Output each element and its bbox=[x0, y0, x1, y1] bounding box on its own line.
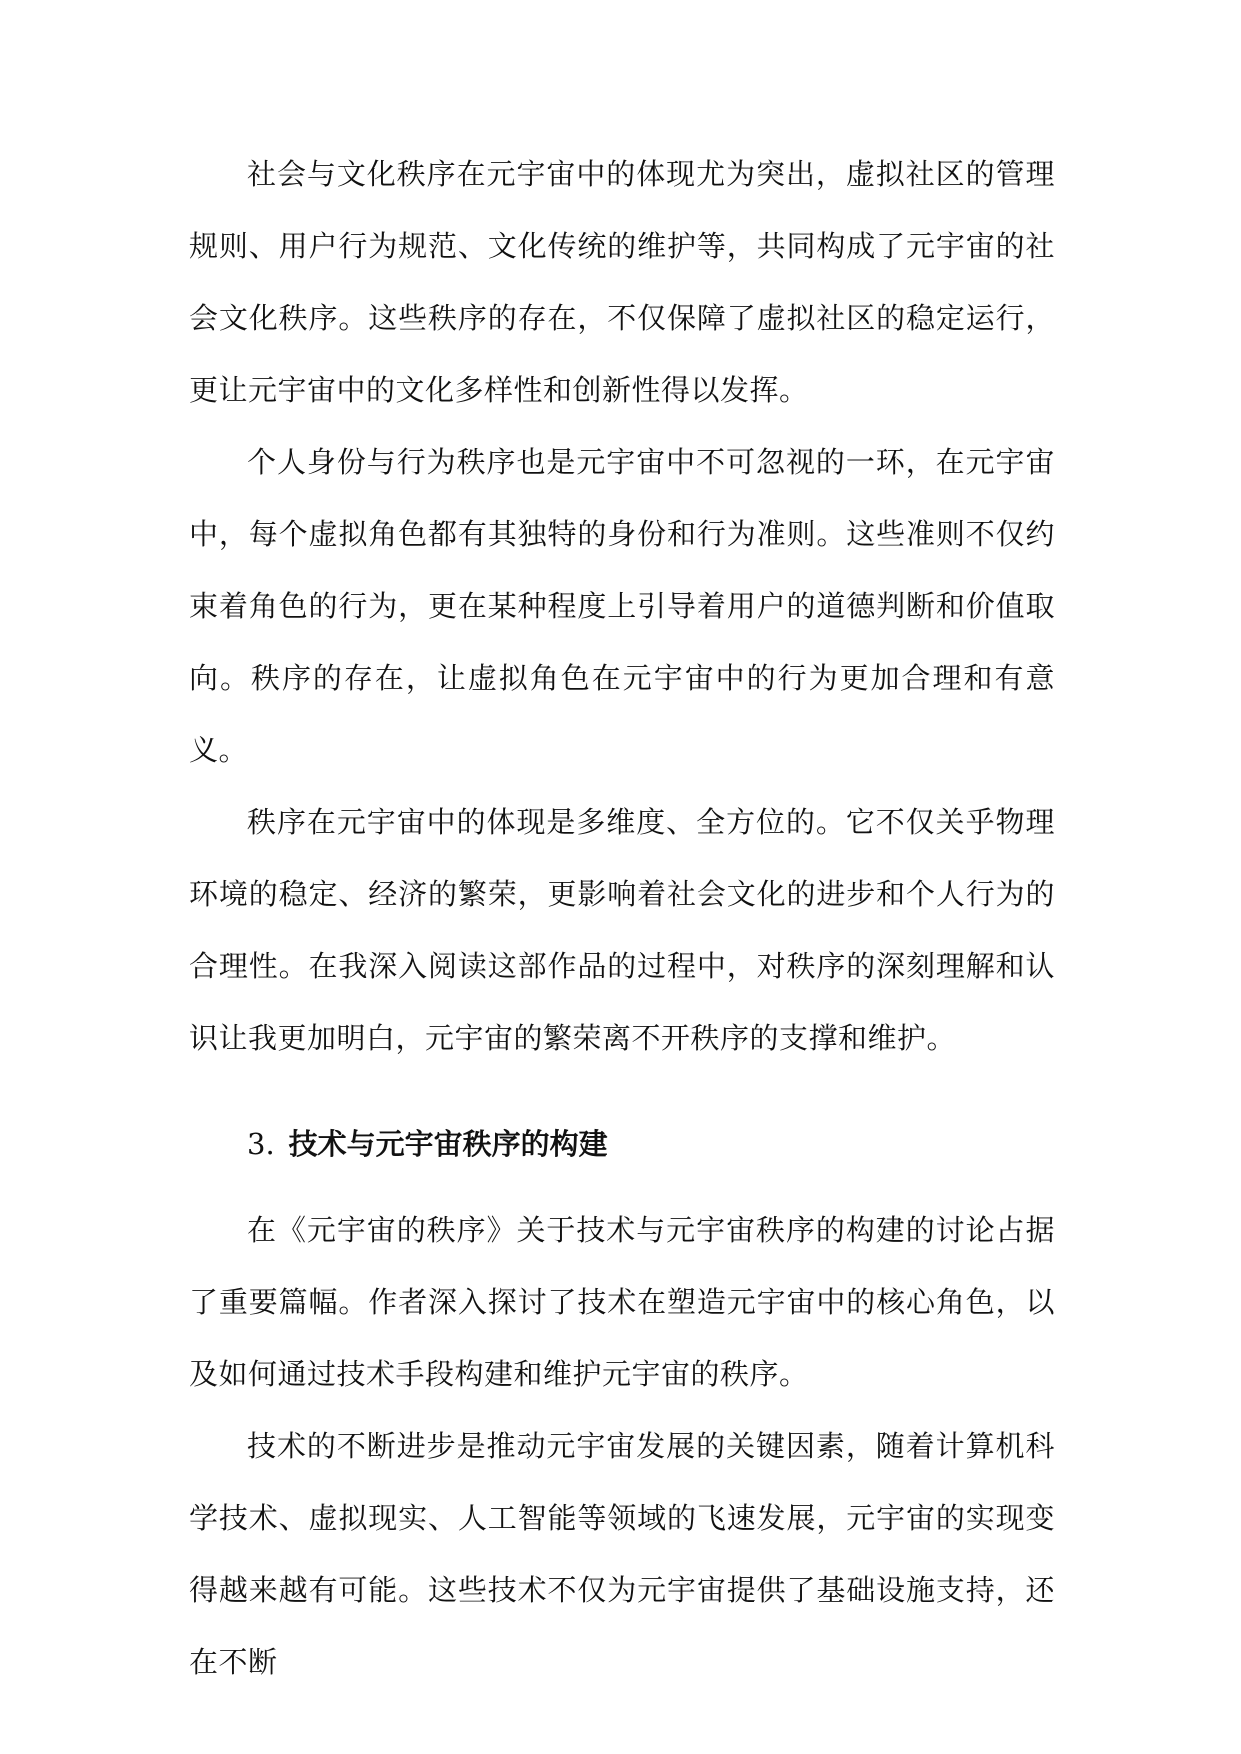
paragraph-technology-intro: 在《元宇宙的秩序》关于技术与元宇宙秩序的构建的讨论占据了重要篇幅。作者深入探讨了技术在塑造元宇宙中的核心角色，以及如何通过技术手段构建和维护元宇宙的秩序。 bbox=[189, 1213, 1055, 1391]
paragraph-social-cultural-order: 社会与文化秩序在元宇宙中的体现尤为突出，虚拟社区的管理规则、用户行为规范、文化传统的维护等，共同构成了元宇宙的社会文化秩序。这些秩序的存在，不仅保障了虚拟社区的稳定运行，更让元宇宙中的文化多样性和创新性得以发挥。 bbox=[189, 157, 1055, 407]
section-title: 技术与元宇宙秩序的构建 bbox=[288, 1127, 608, 1161]
paragraph-identity-behavior-order: 个人身份与行为秩序也是元宇宙中不可忽视的一环，在元宇宙中，每个虚拟角色都有其独特的身份和行为准则。这些准则不仅约束着角色的行为，更在某种程度上引导着用户的道德判断和价值取向。秩序的存在，让虚拟角色在元宇宙中的行为更加合理和有意义。 bbox=[189, 445, 1055, 767]
paragraph-order-summary: 秩序在元宇宙中的体现是多维度、全方位的。它不仅关乎物理环境的稳定、经济的繁荣，更影响着社会文化的进步和个人行为的合理性。在我深入阅读这部作品的过程中，对秩序的深刻理解和认识让我更加明白，元宇宙的繁荣离不开秩序的支撑和维护。 bbox=[189, 805, 1055, 1055]
document-page bbox=[189, 138, 1055, 1698]
section-heading bbox=[189, 1108, 1055, 1180]
section-number: 3. bbox=[247, 1127, 275, 1161]
paragraph-technology-progress: 技术的不断进步是推动元宇宙发展的关键因素，随着计算机科学技术、虚拟现实、人工智能等领域的飞速发展，元宇宙的实现变得越来越有可能。这些技术不仅为元宇宙提供了基础设施支持，还在不断 bbox=[189, 1429, 1055, 1679]
